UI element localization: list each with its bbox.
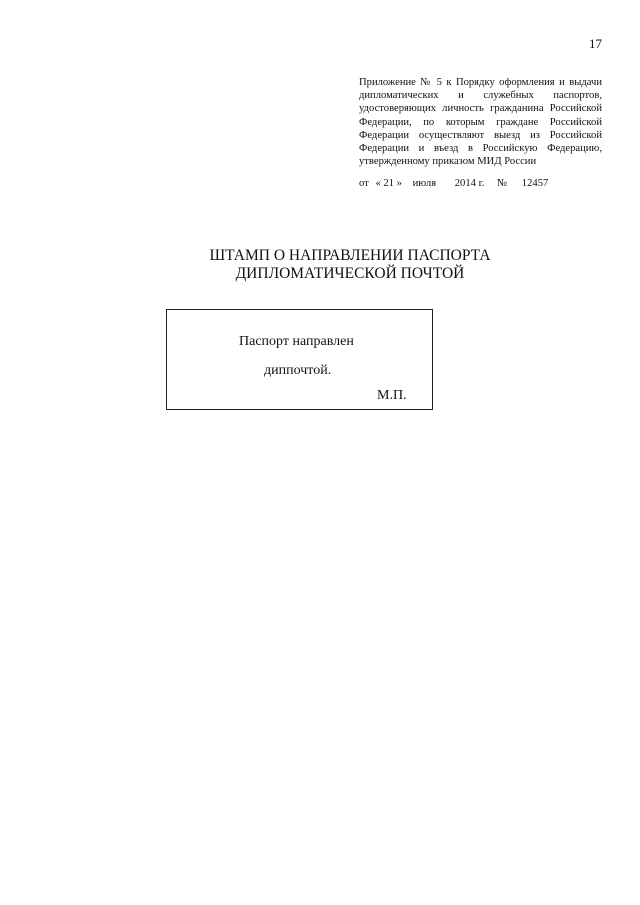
appendix-line: Федерации и въезд в Российскую Федерацию,: [359, 143, 602, 155]
order-month: июля: [412, 178, 437, 189]
title-line-1: ШТАМП О НАПРАВЛЕНИИ ПАСПОРТА: [209, 247, 491, 264]
appendix-block: [359, 76, 602, 168]
appendix-line: Федерации, по которым граждане Российской: [359, 116, 602, 128]
order-number-sign: №: [497, 178, 508, 189]
appendix-line: дипломатических и служебных паспортов,: [359, 90, 602, 102]
stamp-line-2: диппочтой.: [264, 363, 332, 378]
order-number: 12457: [521, 178, 549, 189]
stamp-box: [166, 309, 433, 410]
appendix-line: Федерации осуществляют выезд из Российской: [359, 129, 602, 141]
order-prefix: от: [359, 178, 369, 189]
appendix-line: утвержденному приказом МИД России: [359, 156, 537, 168]
page-number: 17: [589, 36, 602, 51]
stamp-line-1: Паспорт направлен: [239, 334, 354, 349]
order-year: 2014 г.: [454, 178, 485, 189]
appendix-line: Приложение № 5 к Порядку оформления и выдачи: [359, 77, 602, 88]
order-day: « 21 »: [375, 178, 402, 189]
appendix-line: удостоверяющих личность гражданина Российской: [359, 103, 602, 115]
order-reference: [359, 178, 548, 189]
document-title: [150, 247, 550, 283]
stamp-seal: М.П.: [377, 388, 407, 403]
title-line-2: ДИПЛОМАТИЧЕСКОЙ ПОЧТОЙ: [235, 265, 465, 282]
